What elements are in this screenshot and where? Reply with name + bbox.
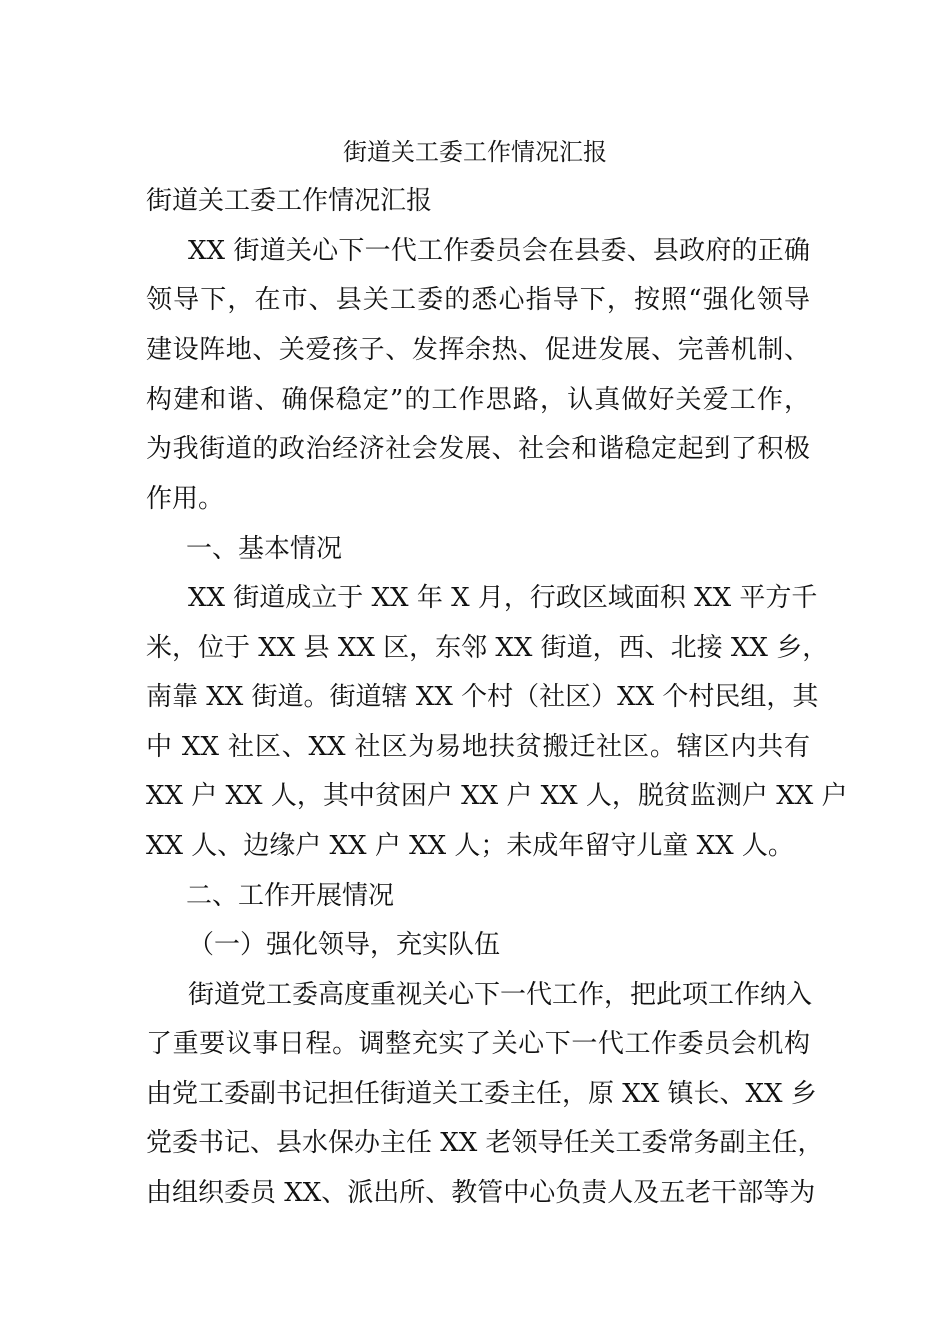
section1-line-1: XX 街道成立于 XX 年 X 月，行政区域面积 XX 平方千 (188, 583, 818, 613)
intro-line-1: XX 街道关心下一代工作委员会在县委、县政府的正确 (188, 236, 810, 266)
document-subtitle: 街道关工委工作情况汇报 (146, 186, 433, 216)
subsection1-line-4: 党委书记、县水保办主任 XX 老领导任关工委常务副主任， (146, 1128, 824, 1158)
section-heading-basic: 一、基本情况 (186, 534, 343, 564)
section-heading-work: 二、工作开展情况 (186, 881, 395, 911)
subsection1-line-5: 由组织委员 XX、派出所、教管中心负责人及五老干部等为 (146, 1178, 816, 1208)
section1-line-5: XX 户 XX 人，其中贫困户 XX 户 XX 人，脱贫监测户 XX 户 (146, 781, 848, 811)
section1-line-2: 米，位于 XX 县 XX 区，东邻 XX 街道，西、北接 XX 乡， (146, 633, 829, 663)
subsection-heading-leadership: （一）强化领导，充实队伍 (188, 930, 501, 960)
document-title: 街道关工委工作情况汇报 (343, 138, 607, 166)
intro-line-5: 为我街道的政治经济社会发展、社会和谐稳定起到了积极 (146, 434, 810, 464)
intro-line-2: 领导下，在市、县关工委的悉心指导下，按照“强化领导 (146, 285, 810, 315)
intro-line-4: 构建和谐、确保稳定”的工作思路，认真做好关爱工作， (146, 385, 810, 415)
subsection1-line-3: 由党工委副书记担任街道关工委主任，原 XX 镇长、XX 乡 (146, 1079, 817, 1109)
section1-line-4: 中 XX 社区、XX 社区为易地扶贫搬迁社区。辖区内共有 (146, 732, 810, 762)
subsection1-line-1: 街道党工委高度重视关心下一代工作，把此项工作纳入 (188, 980, 813, 1010)
intro-line-6: 作用。 (146, 484, 225, 514)
section1-line-3: 南靠 XX 街道。街道辖 XX 个村（社区）XX 个村民组，其 (146, 682, 819, 712)
section1-line-6: XX 人、边缘户 XX 户 XX 人；未成年留守儿童 XX 人。 (146, 831, 794, 861)
intro-line-3: 建设阵地、关爱孩子、发挥余热、促进发展、完善机制、 (146, 335, 810, 365)
subsection1-line-2: 了重要议事日程。调整充实了关心下一代工作委员会机构 (146, 1029, 810, 1059)
